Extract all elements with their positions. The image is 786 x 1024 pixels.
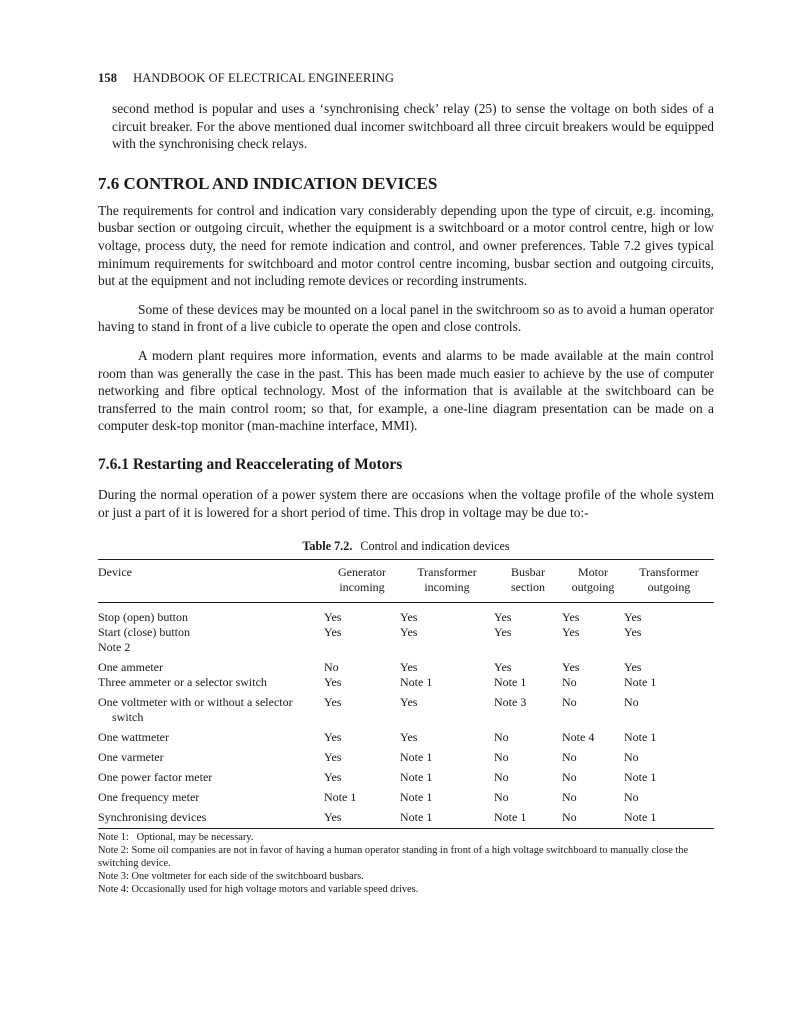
cell-motor-outgoing: No — [562, 770, 577, 785]
cell-transformer-outgoing: No — [624, 695, 639, 710]
cell-motor-outgoing — [562, 640, 624, 655]
table-row — [98, 640, 714, 655]
col-header-motor-outgoing: Motor outgoing — [562, 560, 624, 603]
cell-transformer-incoming: Yes — [400, 660, 418, 675]
cell-transformer-incoming: Yes — [400, 730, 418, 745]
cell-device: One frequency meter — [98, 790, 200, 805]
table-note: Note 4: Occasionally used for high voltage motors and variable speed drives. — [98, 884, 419, 896]
cell-busbar-section: No — [494, 770, 509, 785]
cell-generator-incoming: Yes — [324, 805, 400, 829]
table-row — [98, 745, 714, 765]
cell-device: One wattmeter — [98, 730, 169, 745]
cell-transformer-incoming: Note 1 — [400, 790, 433, 805]
cell-device: Synchronising devices — [98, 805, 324, 829]
cell-transformer-incoming: Note 1 — [400, 675, 433, 690]
cell-transformer-incoming — [400, 640, 494, 655]
cell-transformer-outgoing: Note 1 — [624, 770, 657, 785]
cell-generator-incoming: Yes — [324, 675, 342, 690]
table-row — [98, 655, 714, 675]
cell-busbar-section: Yes — [494, 610, 512, 625]
cell-busbar-section: No — [494, 730, 509, 745]
table-note: Note 3: One voltmeter for each side of the switchboard busbars. — [98, 871, 364, 883]
cell-generator-incoming: Yes — [324, 770, 342, 785]
table-title: Control and indication devices — [360, 539, 510, 554]
table-notes — [98, 831, 714, 896]
cell-motor-outgoing: No — [562, 675, 577, 690]
cell-generator-incoming: Yes — [324, 610, 342, 625]
table-header-row — [98, 560, 714, 603]
col-header-busbar-section: Busbar section — [494, 560, 562, 603]
subsection-paragraph: During the normal operation of a power system there are occasions when the voltage profile of the whole system or just a part of it is lowered for a short period of time. This drop in voltage may be due to:- — [98, 486, 714, 520]
cell-device: Start (close) button — [98, 625, 190, 640]
page-header — [98, 68, 714, 88]
cell-transformer-incoming: Yes — [400, 625, 418, 640]
table-row — [98, 785, 714, 805]
cell-busbar-section: Note 3 — [494, 695, 527, 710]
col-header-generator-incoming: Generator incoming — [324, 560, 400, 603]
continuation-paragraph: second method is popular and uses a ‘synchronising check’ relay (25) to sense the voltage on both sides of a circuit breaker. For the above mentioned dual incomer switchboard all three circuit breakers would be equipped with the synchronising check relays. — [112, 101, 714, 152]
cell-transformer-outgoing: Note 1 — [624, 805, 714, 829]
col-header-transformer-outgoing: Transformer outgoing — [624, 560, 714, 603]
cell-device: One voltmeter with or without a selector switch — [98, 695, 293, 725]
cell-transformer-outgoing — [624, 640, 714, 655]
cell-transformer-incoming: Note 1 — [400, 805, 494, 829]
table-row — [98, 805, 714, 829]
cell-generator-incoming: Note 1 — [324, 790, 357, 805]
cell-generator-incoming: Yes — [324, 695, 342, 710]
cell-motor-outgoing: No — [562, 790, 577, 805]
cell-motor-outgoing: No — [562, 805, 624, 829]
cell-transformer-outgoing: Note 1 — [624, 730, 657, 745]
col-header-transformer-incoming: Transformer incoming — [400, 560, 494, 603]
cell-motor-outgoing: No — [562, 750, 577, 765]
section-heading: 7.6 CONTROL AND INDICATION DEVICES — [98, 173, 438, 193]
devices-table — [98, 559, 714, 829]
cell-transformer-incoming: Yes — [400, 695, 418, 710]
table-row — [98, 603, 714, 626]
cell-transformer-incoming: Yes — [400, 610, 418, 625]
table-row — [98, 690, 714, 725]
page-number: 158 — [98, 71, 118, 85]
table-note: Note 2: Some oil companies are not in favor of having a human operator standing in front of a high voltage switchboard to manually close the switching device. — [98, 845, 689, 870]
cell-device: Note 2 — [98, 640, 131, 655]
running-title: HANDBOOK OF ELECTRICAL ENGINEERING — [133, 71, 394, 85]
cell-generator-incoming: Yes — [324, 625, 342, 640]
section-paragraph-1: The requirements for control and indication vary considerably depending upon the type of circuit, e.g. incoming, busbar section or outgoing circuit, whether the equipment is a switchboard or a motor control centre, high or low voltage, process duty, the need for remote indication and control, and owner preferences. Table 7.2 gives typical minimum requirements for switchboard and motor control centre incoming, busbar section and outgoing circuits, but at the equipment and not including remote devices or recording instruments. — [98, 202, 714, 289]
subsection-heading: 7.6.1 Restarting and Reaccelerating of Motors — [98, 455, 403, 473]
cell-busbar-section: Note 1 — [494, 805, 562, 829]
cell-generator-incoming — [324, 640, 400, 655]
book-page — [98, 68, 714, 896]
cell-busbar-section — [494, 640, 562, 655]
cell-device: Three ammeter or a selector switch — [98, 675, 267, 690]
cell-motor-outgoing: No — [562, 695, 577, 710]
cell-transformer-incoming: Note 1 — [400, 750, 433, 765]
cell-busbar-section: Note 1 — [494, 675, 527, 690]
section-paragraph-2: Some of these devices may be mounted on a local panel in the switchroom so as to avoid a human operator having to stand in front of a live cubicle to operate the open and close controls. — [98, 301, 714, 335]
cell-motor-outgoing: Note 4 — [562, 730, 595, 745]
cell-generator-incoming: Yes — [324, 730, 342, 745]
cell-device: Stop (open) button — [98, 610, 188, 625]
cell-motor-outgoing: Yes — [562, 625, 580, 640]
cell-transformer-outgoing: Note 1 — [624, 675, 657, 690]
section-paragraph-3: A modern plant requires more information, events and alarms to be made available at the main control room than was generally the case in the past. This has been made much easier to achieve by the use of computer networking and fibre optical technology. Most of the information that is available at the switchboard can be transferred to the main control room; so that, for example, a one-line diagram presentation can be made on a computer desk-top monitor (man-machine interface, MMI). — [98, 347, 714, 434]
col-header-device: Device — [98, 560, 324, 603]
table-row — [98, 625, 714, 640]
cell-busbar-section: Yes — [494, 660, 512, 675]
table-label: Table 7.2. — [302, 539, 353, 554]
cell-transformer-outgoing: Yes — [624, 660, 642, 675]
cell-device: One varmeter — [98, 750, 164, 765]
cell-transformer-outgoing: Yes — [624, 610, 642, 625]
table-note: Note 1: Optional, may be necessary. — [98, 832, 254, 844]
cell-busbar-section: No — [494, 790, 509, 805]
cell-transformer-outgoing: No — [624, 750, 639, 765]
cell-transformer-outgoing: Yes — [624, 625, 642, 640]
cell-generator-incoming: No — [324, 660, 339, 675]
table-row — [98, 765, 714, 785]
cell-busbar-section: No — [494, 750, 509, 765]
cell-transformer-incoming: Note 1 — [400, 770, 433, 785]
table-row — [98, 675, 714, 690]
cell-generator-incoming: Yes — [324, 750, 342, 765]
cell-motor-outgoing: Yes — [562, 610, 580, 625]
cell-device: One ammeter — [98, 660, 163, 675]
cell-busbar-section: Yes — [494, 625, 512, 640]
table-caption — [98, 538, 714, 554]
table-row — [98, 725, 714, 745]
cell-transformer-outgoing: No — [624, 790, 639, 805]
cell-device: One power factor meter — [98, 770, 213, 785]
cell-motor-outgoing: Yes — [562, 660, 580, 675]
